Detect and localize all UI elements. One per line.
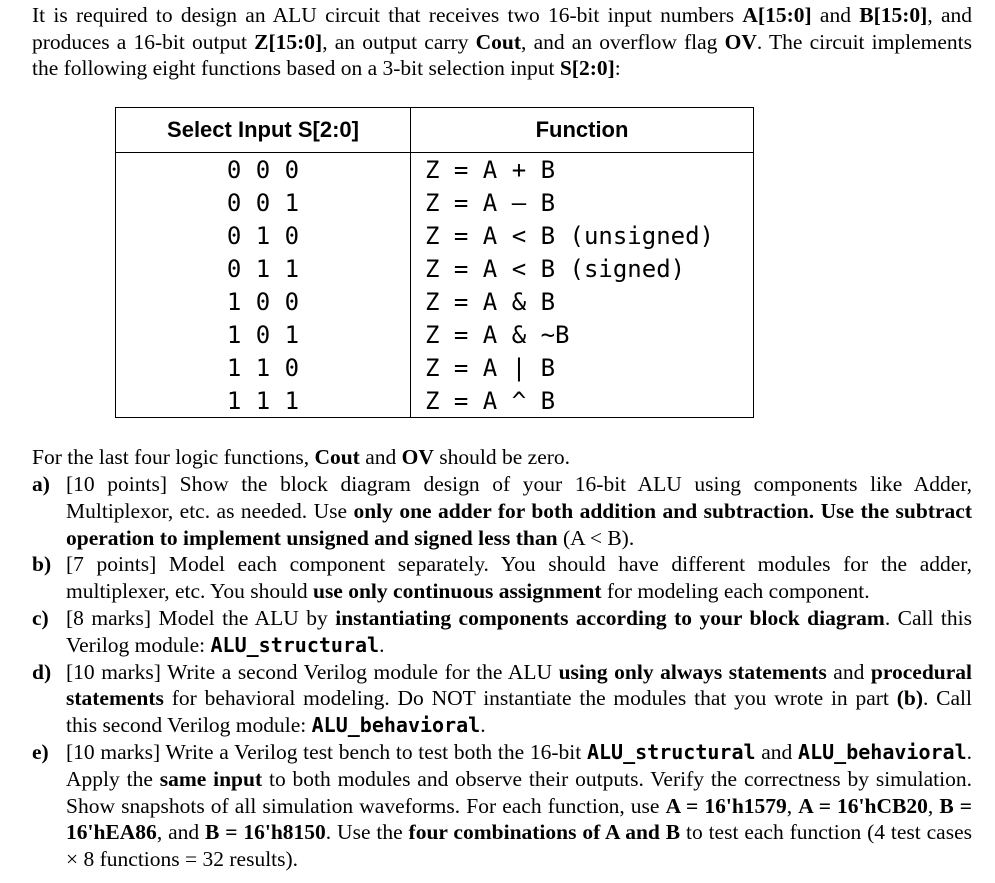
question-text: to both modules and observe their outputs. Verify the correctness by simulation. Show snapshots of all simulation waveforms. For each function, use (66, 766, 972, 818)
function-cell: Z = A – B (411, 186, 754, 219)
select-cell: 0 1 0 (116, 219, 411, 252)
question-emphasis: instantiating components according to your block diagram (335, 605, 885, 630)
question-emphasis: Use the subtract operation to implement unsigned and signed less than (66, 498, 972, 550)
function-cell: Z = A ^ B (411, 384, 754, 418)
question-text: , (786, 793, 799, 818)
question-emphasis: procedural statements (66, 659, 973, 711)
question-text: and (755, 739, 799, 764)
function-cell: Z = A < B (signed) (411, 252, 754, 285)
question-text: , (927, 793, 940, 818)
module-name-structural: ALU_structural (586, 739, 756, 764)
table-row (116, 186, 754, 219)
table-row (116, 318, 754, 351)
function-cell: Z = A < B (unsigned) (411, 219, 754, 252)
question-text: for behavioral modeling. Do NOT instantiate the modules that you wrote in part (163, 686, 897, 711)
question-c (32, 605, 972, 659)
question-text: (A < B). (557, 525, 635, 550)
intro-text: : (614, 56, 621, 80)
intro-text: . The circuit implements the following eight functions based on a 3-bit selection input (32, 29, 972, 80)
question-text: , and (156, 820, 205, 845)
note-text: should be zero. (433, 445, 571, 469)
intro-text: , and an overflow flag (521, 29, 725, 54)
select-cell: 1 1 0 (116, 351, 411, 384)
question-text: for modeling each component. (601, 579, 870, 604)
question-a (32, 471, 972, 551)
question-emphasis: using only always statements (558, 659, 827, 684)
select-name: S[2:0] (559, 56, 615, 80)
function-cell: Z = A | B (411, 351, 754, 384)
note-ov: OV (401, 445, 434, 469)
question-label: d) (32, 659, 52, 684)
question-text: [10 points] Show the block diagram design of your 16-bit ALU using components like Adder, Multiplexor, etc. as needed. Use (66, 472, 972, 523)
function-cell: Z = A & ~B (411, 318, 754, 351)
question-text: and (826, 659, 871, 684)
function-cell: Z = A & B (411, 285, 754, 318)
note-cout: Cout (314, 445, 360, 469)
intro-text: , an output carry (322, 29, 476, 54)
note-text: For the last four logic functions, (32, 445, 315, 469)
question-label: c) (32, 605, 49, 630)
intro-text: It is required to design an ALU circuit that receives two 16-bit input numbers (32, 3, 743, 27)
question-list (32, 471, 972, 873)
note-text: and (359, 445, 402, 469)
function-cell: Z = A + B (411, 153, 754, 187)
question-text: . (379, 632, 385, 657)
intro-text: , and produces a 16-bit output (32, 3, 972, 54)
question-text: . (480, 713, 486, 738)
question-e (32, 739, 972, 873)
table-header-row (116, 108, 754, 153)
question-emphasis: only one adder for both addition and subtraction. (353, 498, 815, 523)
question-text: [10 marks] Write a second Verilog module for the ALU (66, 659, 559, 684)
select-cell: 1 1 1 (116, 384, 411, 418)
header-function: Function (411, 108, 754, 153)
question-d (32, 659, 972, 739)
question-text: . Use the (325, 820, 409, 845)
question-label: b) (32, 552, 52, 577)
question-emphasis: same input (159, 766, 263, 791)
question-text: . Apply the (66, 739, 972, 791)
test-value: A = 16'hCB20 (798, 793, 928, 818)
select-cell: 0 0 1 (116, 186, 411, 219)
intro-text: and (811, 3, 860, 27)
input-a-name: A[15:0] (742, 3, 812, 27)
input-b-name: B[15:0] (859, 3, 928, 27)
question-b (32, 551, 972, 605)
question-emphasis: use only continuous assignment (312, 579, 602, 604)
table-row (116, 384, 754, 418)
intro-paragraph (32, 2, 972, 82)
question-emphasis: (b) (896, 686, 923, 711)
table-row (116, 252, 754, 285)
test-value: B = 16'h8150 (205, 820, 326, 845)
module-name-structural: ALU_structural (210, 632, 380, 657)
header-select: Select Input S[2:0] (116, 108, 411, 153)
select-cell: 1 0 0 (116, 285, 411, 318)
select-cell: 1 0 1 (116, 318, 411, 351)
output-z-name: Z[15:0] (254, 29, 323, 54)
logic-note (32, 444, 972, 471)
table-row (116, 219, 754, 252)
question-text: to test each function (4 test cases × 8 functions = 32 results). (66, 820, 973, 872)
function-table (115, 107, 754, 418)
question-text: [7 points] Model each component separately. You should have different modules for the adder, multiplexer, etc. You should (66, 552, 972, 604)
select-cell: 0 0 0 (116, 153, 411, 187)
test-value: A = 16'h1579 (665, 793, 787, 818)
question-text: [8 marks] Model the ALU by (66, 605, 336, 630)
cout-name: Cout (475, 29, 522, 54)
module-name-behavioral: ALU_behavioral (311, 713, 481, 738)
table-row (116, 153, 754, 187)
question-text: . Call this Verilog module: (66, 605, 972, 657)
table-row (116, 351, 754, 384)
test-value: B = 16'hEA86 (66, 793, 973, 845)
question-emphasis: four combinations of A and B (408, 820, 681, 845)
ov-name: OV (724, 29, 757, 54)
question-text: [10 marks] Write a Verilog test bench to test both the 16-bit (66, 739, 587, 764)
question-text: . Call this second Verilog module: (66, 686, 972, 738)
question-label: a) (32, 472, 50, 496)
question-label: e) (32, 739, 49, 764)
table-row (116, 285, 754, 318)
select-cell: 0 1 1 (116, 252, 411, 285)
module-name-behavioral: ALU_behavioral (798, 739, 967, 764)
